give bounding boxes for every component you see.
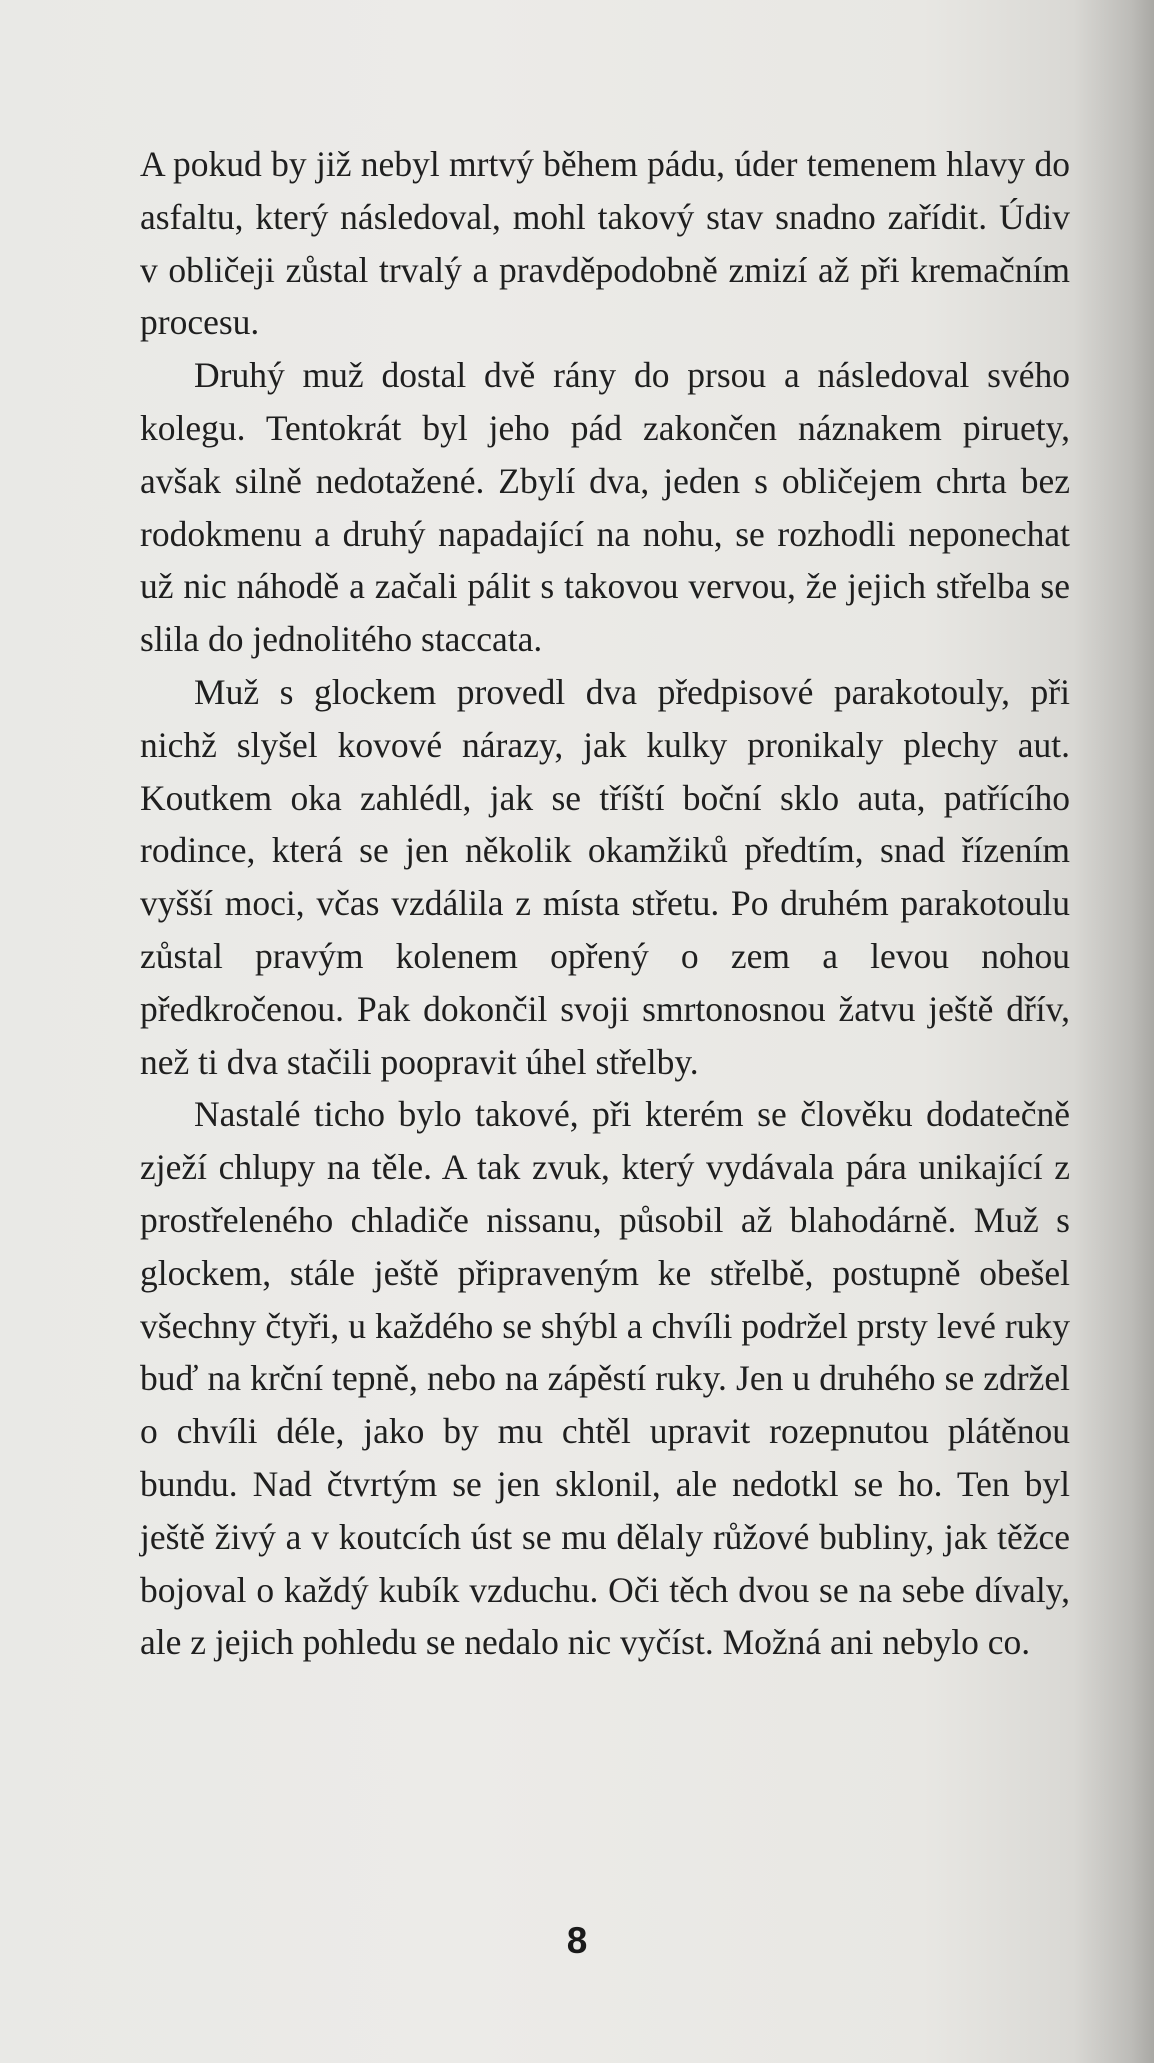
paragraph-2: Druhý muž dostal dvě rány do prsou a následoval svého kolegu. Tentokrát byl jeho pád zakončen náznakem piruety, avšak silně nedotažené. Zbylí dva, jeden s obličejem chrta bez rodokmenu a druhý napadající na nohu, se rozhodli neponechat už nic náhodě a začali pálit s takovou vervou, že jejich střelba se slila do jednolitého staccata. xyxy=(140,355,1070,660)
body-text xyxy=(140,138,1070,1669)
paragraph-1: A pokud by již nebyl mrtvý během pádu, úder temenem hlavy do asfaltu, který následoval, mohl takový stav snadno zařídit. Údiv v obličeji zůstal trvalý a pravděpodobně zmizí až při kremačním procesu. xyxy=(140,144,1070,343)
paragraph-4: Nastalé ticho bylo takové, při kterém se člověku dodatečně zježí chlupy na těle. A tak zvuk, který vydávala pára unikající z prostřeleného chladiče nissanu, působil až blahodárně. Muž s glockem, stále ještě připraveným ke střelbě, postupně obešel všechny čtyři, u každého se shýbl a chvíli podržel prsty levé ruky buď na krční tepně, nebo na zápěstí ruky. Jen u druhého se zdržel o chvíli déle, jako by mu chtěl upravit rozepnutou plátěnou bundu. Nad čtvrtým se jen sklonil, ale nedotkl se ho. Ten byl ještě živý a v koutcích úst se mu dělaly růžové bubliny, jak těžce bojoval o každý kubík vzduchu. Oči těch dvou se na sebe dívaly, ale z jejich pohledu se nedalo nic vyčíst. Možná ani nebylo co. xyxy=(140,1094,1070,1663)
page-number: 8 xyxy=(566,1920,588,1961)
paragraph-3: Muž s glockem provedl dva předpisové parakotouly, při nichž slyšel kovové nárazy, jak kulky pronikaly plechy aut. Koutkem oka zahlédl, jak se tříští boční sklo auta, patřícího rodince, která se jen několik okamžiků předtím, snad řízením vyšší moci, včas vzdálila z místa střetu. Po druhém parakotoulu zůstal pravým kolenem opřený o zem a levou nohou předkročenou. Pak dokončil svoji smrtonosnou žatvu ještě dřív, než ti dva stačili poopravit úhel střelby. xyxy=(140,671,1070,1082)
